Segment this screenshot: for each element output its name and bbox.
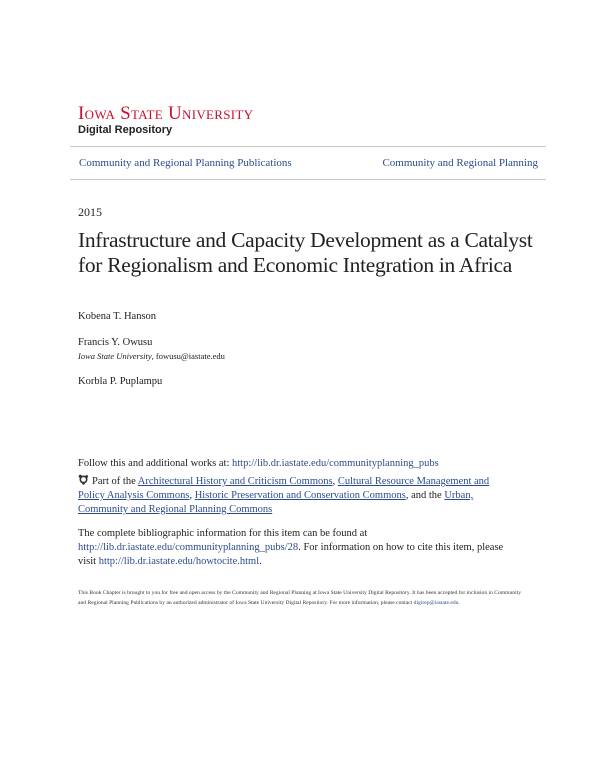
footer-end: . [458, 600, 460, 606]
logo-repository-name: Digital Repository [78, 124, 173, 136]
footer-notice [78, 588, 526, 608]
item-url-link[interactable]: http://lib.dr.iastate.edu/communityplanning_pubs/28 [78, 542, 299, 553]
commons-separator: , and the [405, 490, 445, 501]
howtocite-link[interactable]: http://lib.dr.iastate.edu/howtocite.html [98, 556, 260, 567]
follow-prefix: Follow this and additional works at: [78, 458, 232, 469]
commons-link[interactable]: Historic Preservation and Conservation Commons [194, 490, 406, 501]
commons-link[interactable]: Cultural Resource Management and Policy Analysis Commons [78, 476, 490, 501]
contact-email-link[interactable]: digirep@iastate.edu [413, 600, 459, 606]
network-link-icon [78, 474, 89, 485]
department-link[interactable]: Community and Regional Planning [382, 157, 538, 169]
logo-university-name: Iowa State University [78, 103, 254, 124]
document-title: Infrastructure and Capacity Development as a Catalyst for Regionalism and Economic Integration in Africa [78, 228, 533, 277]
commons-separator: , [332, 476, 338, 487]
citation-info [78, 527, 518, 569]
part-of-commons [78, 474, 518, 517]
author-name: Korbla P. Puplampu [78, 376, 163, 387]
publication-year: 2015 [78, 205, 102, 219]
commons-link[interactable]: Urban, Community and Regional Planning Commons [78, 490, 474, 515]
author-name: Kobena T. Hanson [78, 311, 157, 322]
follow-line [78, 457, 518, 471]
author-affiliation [78, 351, 225, 361]
commons-separator: , [189, 490, 195, 501]
affiliation-name: Iowa State University [78, 351, 152, 361]
part-of-prefix: Part of the [92, 476, 138, 487]
header-divider-top [70, 146, 546, 147]
author-name: Francis Y. Owusu [78, 337, 153, 348]
affiliation-separator: , [151, 351, 156, 361]
commons-link[interactable]: Architectural History and Criticism Commons [137, 476, 333, 487]
citation-prefix: The complete bibliographic information for this item can be found at [78, 528, 368, 539]
follow-url-link[interactable]: http://lib.dr.iastate.edu/communityplanning_pubs [232, 458, 439, 469]
iowa-state-logo[interactable] [78, 104, 253, 137]
header-divider-bottom [70, 179, 546, 180]
collection-link[interactable]: Community and Regional Planning Publications [79, 157, 292, 169]
citation-end: . [259, 556, 262, 567]
citation-middle: . For information on how to cite this item, please visit [78, 542, 504, 567]
author-email: fowusu@iastate.edu [155, 351, 225, 361]
footer-text: This Book Chapter is brought to you for free and open access by the Community and Regional Planning at Iowa State University Digital Repository. It has been accepted for inclusion in Community and Regional Planning Publications by an authorized administrator of Iowa State University Digital Repository. For more information, please contact [78, 590, 522, 606]
